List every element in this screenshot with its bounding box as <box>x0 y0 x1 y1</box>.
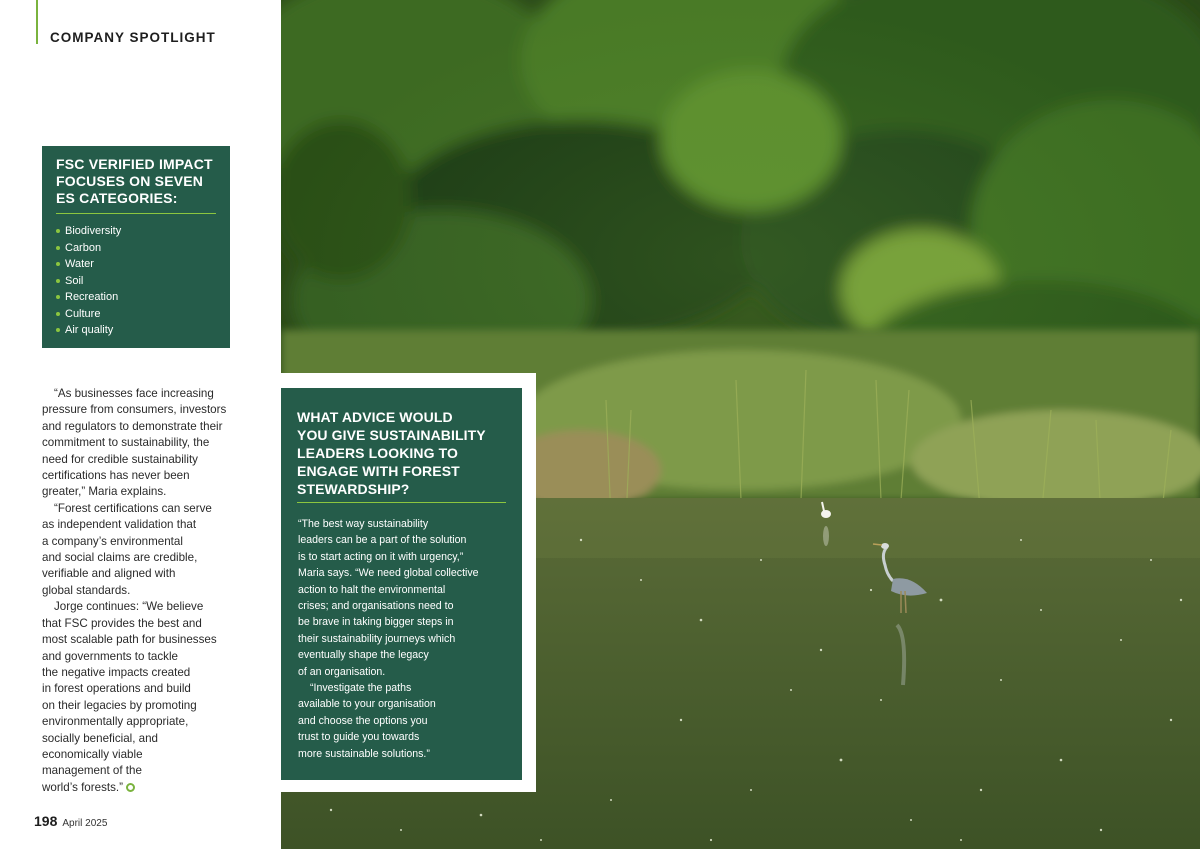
text-line: verifiable and aligned with <box>42 567 176 581</box>
list-item <box>56 256 216 273</box>
text-line: “As businesses face increasing <box>54 387 214 400</box>
list-item-label: Biodiversity <box>65 225 122 237</box>
answer-line: “The best way sustainability <box>298 518 429 530</box>
bullet-dot-icon <box>56 295 60 299</box>
text-line: most scalable path for businesses <box>42 633 217 647</box>
question-line: WHAT ADVICE WOULD <box>297 409 453 425</box>
text-line: certifications has never been <box>42 469 190 483</box>
text-line: and governments to tackle <box>42 649 178 663</box>
bullet-dot-icon <box>56 312 60 316</box>
article-paragraph <box>42 599 247 796</box>
list-item-label: Water <box>65 258 94 270</box>
list-item-label: Soil <box>65 274 84 287</box>
text-line: global standards. <box>42 583 131 597</box>
es-categories-title <box>56 156 216 214</box>
answer-line: crises; and organisations need to <box>298 600 454 613</box>
answer-line: and choose the options you <box>298 714 428 727</box>
title-line: FOCUSES ON SEVEN <box>56 173 204 189</box>
list-item <box>56 289 216 306</box>
list-item <box>56 306 216 323</box>
bullet-dot-icon <box>56 279 60 283</box>
text-line: as independent validation that <box>42 518 197 532</box>
text-line <box>42 780 247 796</box>
text-line-content: world’s forests.” <box>42 780 123 794</box>
answer-line: be brave in taking bigger steps in <box>298 616 454 629</box>
text-line: and social claims are credible, <box>42 551 198 565</box>
title-line: ES CATEGORIES: <box>56 190 178 206</box>
list-item-label: Recreation <box>65 291 119 303</box>
question-line: ENGAGE WITH FOREST <box>297 463 460 479</box>
text-line: socially beneficial, and <box>42 731 159 745</box>
text-line: commitment to sustainability, the <box>42 436 210 450</box>
page-number: 198 <box>34 813 58 829</box>
page-footer <box>34 813 107 829</box>
list-item-label: Culture <box>65 307 101 320</box>
text-line: “Forest certifications can serve <box>54 501 212 515</box>
list-item <box>56 322 216 339</box>
answer-line: their sustainability journeys which <box>298 632 456 645</box>
text-line: environmentally appropriate, <box>42 715 189 729</box>
text-line: the negative impacts created <box>42 665 191 679</box>
answer-line: is to start acting on it with urgency,” <box>298 550 464 563</box>
answer-line: more sustainable solutions.” <box>298 747 430 760</box>
article-paragraph <box>42 501 247 599</box>
list-item <box>56 240 216 257</box>
article-paragraph <box>42 386 247 501</box>
text-line: a company’s environmental <box>42 534 183 548</box>
text-line: in forest operations and build <box>42 682 191 696</box>
answer-line: leaders can be a part of the solution <box>298 534 467 547</box>
list-item <box>56 273 216 290</box>
text-line: management of the <box>42 764 142 778</box>
text-line: that FSC provides the best and <box>42 616 202 630</box>
list-item-label: Carbon <box>65 241 102 254</box>
bullet-dot-icon <box>56 229 60 233</box>
qa-question <box>297 408 506 503</box>
article-body <box>42 386 247 796</box>
list-item-label: Air quality <box>65 324 114 336</box>
text-line: on their legacies by promoting <box>42 698 197 712</box>
answer-line: trust to guide you towards <box>298 731 420 744</box>
qa-pull-box <box>281 388 522 780</box>
text-line: economically viable <box>42 747 143 761</box>
text-line: greater,” Maria explains. <box>42 485 167 499</box>
text-line: pressure from consumers, investors <box>42 403 227 417</box>
question-line: STEWARDSHIP? <box>297 481 410 497</box>
bullet-dot-icon <box>56 246 60 250</box>
answer-line: Maria says. “We need global collective <box>298 567 479 580</box>
answer-line: of an organisation. <box>298 665 386 678</box>
answer-line: “Investigate the paths <box>310 682 412 695</box>
issue-date: April 2025 <box>62 818 108 829</box>
section-label: COMPANY SPOTLIGHT <box>50 30 216 45</box>
list-item <box>56 223 216 240</box>
text-line: and regulators to demonstrate their <box>42 419 223 433</box>
answer-line: available to your organisation <box>298 698 436 711</box>
answer-line: action to halt the environmental <box>298 583 446 596</box>
bullet-dot-icon <box>56 328 60 332</box>
es-categories-list <box>56 223 216 339</box>
header-accent-rule <box>36 0 38 44</box>
circle-end-mark-icon <box>126 783 135 792</box>
text-line: need for credible sustainability <box>42 452 198 466</box>
question-line: YOU GIVE SUSTAINABILITY <box>297 427 486 443</box>
qa-answer <box>297 516 506 762</box>
es-categories-box <box>42 146 230 348</box>
bullet-dot-icon <box>56 262 60 266</box>
question-line: LEADERS LOOKING TO <box>297 445 458 461</box>
title-line: FSC VERIFIED IMPACT <box>56 156 213 172</box>
answer-line: eventually shape the legacy <box>298 649 429 662</box>
text-line: Jorge continues: “We believe <box>54 600 204 614</box>
